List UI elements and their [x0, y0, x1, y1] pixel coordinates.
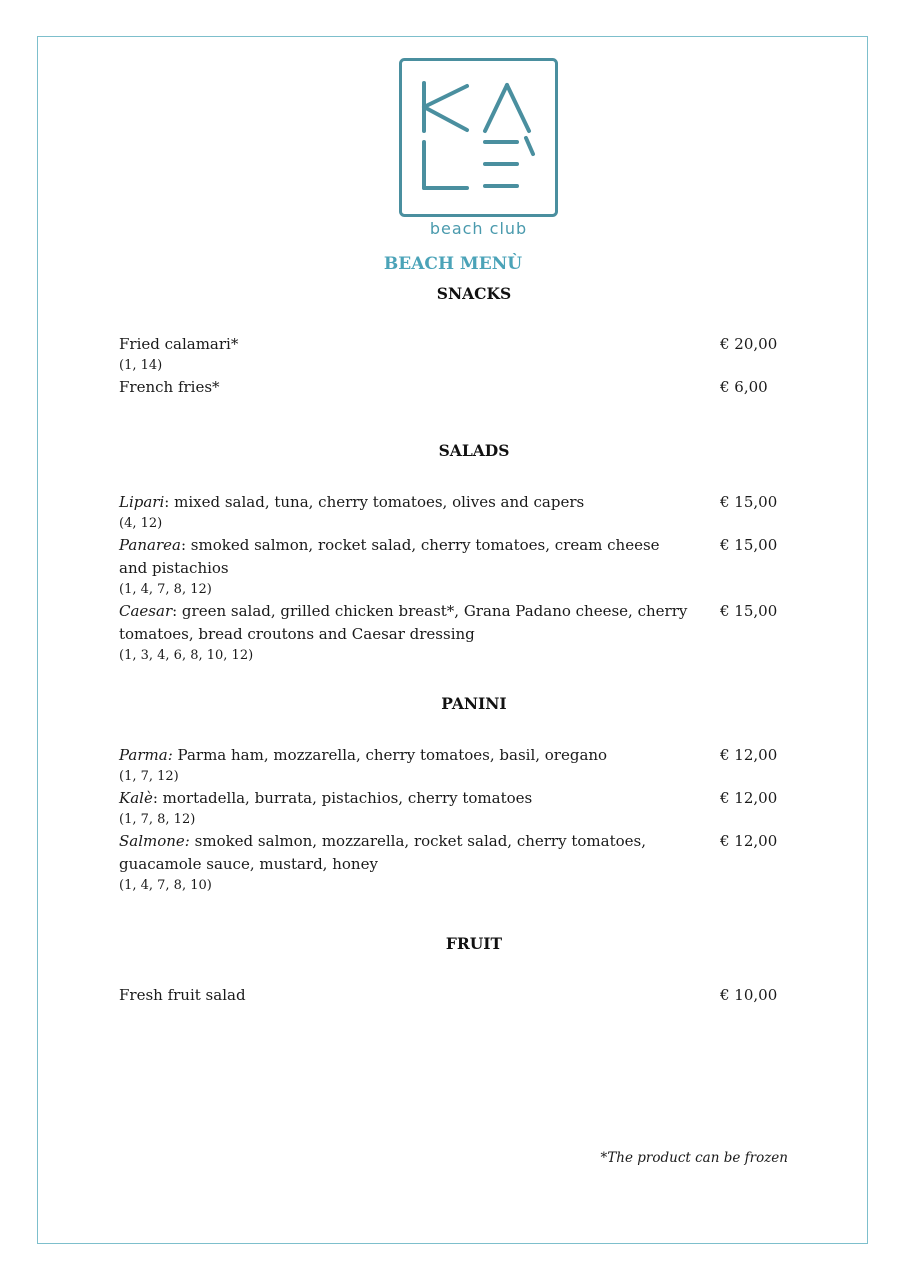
menu-item-price: € 6,00 [720, 378, 768, 396]
menu-item-price: € 12,00 [720, 789, 778, 807]
menu-title: BEACH MENÙ [383, 254, 523, 274]
menu-item-name: Salmone: [119, 832, 190, 850]
menu-item [119, 830, 689, 876]
menu-item-name: Fried calamari* [119, 335, 239, 353]
logo-letter-e-grave [485, 138, 533, 186]
menu-item [119, 600, 689, 646]
menu-item [119, 534, 689, 580]
menu-item-name: Lipari [119, 493, 165, 511]
menu-item-price: € 12,00 [720, 746, 778, 764]
menu-item-name: Panarea [119, 536, 181, 554]
section-title-fruit: FRUIT [445, 934, 503, 953]
menu-item [119, 491, 689, 514]
section-title-salads: SALADS [438, 441, 510, 460]
menu-item-name: Fresh fruit salad [119, 986, 246, 1004]
logo-letter-k [424, 83, 467, 131]
menu-item-description: : mixed salad, tuna, cherry tomatoes, olives and capers [164, 493, 585, 511]
menu-item-description: : mortadella, burrata, pistachios, cherry tomatoes [152, 789, 533, 807]
menu-item-description: Parma ham, mozzarella, cherry tomatoes, basil, oregano [172, 746, 608, 764]
menu-item-allergens: (1, 4, 7, 8, 12) [119, 582, 212, 597]
menu-item-price: € 12,00 [720, 832, 778, 850]
menu-item-allergens: (1, 3, 4, 6, 8, 10, 12) [119, 648, 254, 663]
menu-item-allergens: (1, 7, 8, 12) [119, 812, 196, 827]
menu-item-name: Kalè [119, 789, 153, 807]
menu-item-name: Caesar [119, 602, 173, 620]
logo-letter-a [485, 85, 529, 131]
menu-item-allergens: (1, 4, 7, 8, 10) [119, 878, 212, 893]
menu-item-allergens: (4, 12) [119, 516, 163, 531]
menu-item-description: : green salad, grilled chicken breast*, Grana Padano cheese, cherry tomatoes, bread croutons and Caesar dressing [119, 602, 688, 643]
logo-letter-l [424, 142, 467, 188]
menu-item-description: smoked salmon, mozzarella, rocket salad, cherry tomatoes, guacamole sauce, mustard, honey [119, 832, 646, 873]
menu-item-allergens: (1, 14) [119, 358, 163, 373]
section-title-panini: PANINI [441, 694, 507, 713]
menu-item-price: € 10,00 [720, 986, 778, 1004]
kale-logo [399, 58, 558, 217]
menu-item-price: € 20,00 [720, 335, 778, 353]
footnote: *The product can be frozen [600, 1150, 788, 1166]
menu-item [119, 787, 689, 810]
section-title-snacks: SNACKS [436, 284, 512, 303]
menu-item [119, 744, 689, 767]
menu-item-price: € 15,00 [720, 493, 778, 511]
logo-subtitle: beach club [429, 219, 528, 238]
menu-item-allergens: (1, 7, 12) [119, 769, 179, 784]
menu-item-price: € 15,00 [720, 602, 778, 620]
menu-item-name: French fries* [119, 378, 220, 396]
menu-item-name: Parma: [119, 746, 173, 764]
menu-item-price: € 15,00 [720, 536, 778, 554]
menu-item-description: : smoked salmon, rocket salad, cherry tomatoes, cream cheese and pistachios [119, 536, 660, 577]
